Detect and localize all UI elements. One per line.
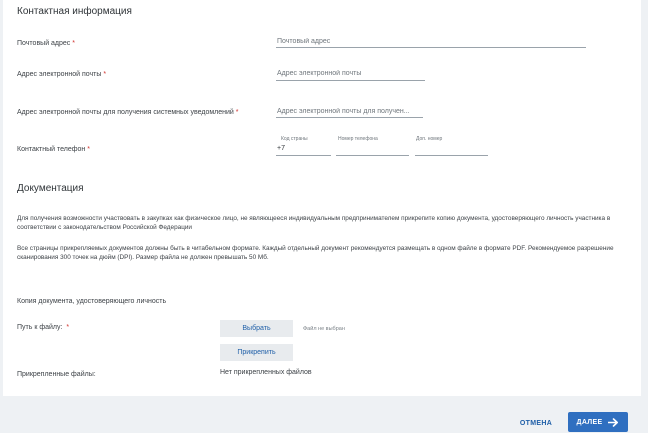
email-input[interactable]: Адрес электронной почты bbox=[277, 70, 362, 77]
docs-paragraph-1: Для получения возможности участвовать в закупках как физическое лицо, не являющееся индивидуальным предпринимателем прикрепите копию документа, удостоверяющего личность участника в соответствии с законодательством Российской Федерации bbox=[17, 215, 611, 231]
country-code-underline bbox=[276, 155, 331, 156]
postal-address-underline bbox=[276, 47, 586, 48]
attached-files-label: Прикрепленные файлы: bbox=[17, 371, 96, 378]
next-button-label: ДАЛЕЕ bbox=[576, 418, 603, 426]
email-underline bbox=[276, 80, 425, 81]
extension-input[interactable] bbox=[415, 144, 487, 154]
required-mark: * bbox=[103, 71, 107, 78]
attach-file-button[interactable]: Прикрепить bbox=[220, 344, 293, 361]
docs-paragraph-2: Все страницы прикрепляемых документов должны быть в читабельном формате. Каждый отдельный документ рекомендуется размещать в одном файле в формате PDF. Рекомендуемое разрешение сканирования 300 точек на дюйм (DPI). Размер файла не должен превышать 50 Мб. bbox=[17, 245, 614, 261]
email-label bbox=[17, 71, 106, 78]
choose-file-button[interactable]: Выбрать bbox=[220, 320, 293, 337]
postal-address-label bbox=[17, 40, 75, 47]
cancel-button[interactable]: ОТМЕНА bbox=[519, 419, 553, 427]
required-mark: * bbox=[66, 324, 70, 331]
phone-label-text: Контактный телефон bbox=[17, 146, 86, 153]
phone-number-label: Номер телефона bbox=[338, 136, 378, 142]
notify-email-label bbox=[17, 109, 239, 116]
next-button[interactable] bbox=[568, 412, 628, 432]
no-file-selected-text: Файл не выбран bbox=[303, 326, 345, 332]
phone-label bbox=[17, 146, 90, 153]
file-path-label-text: Путь к файлу: bbox=[17, 324, 63, 331]
form-card bbox=[3, 0, 641, 396]
no-attached-files-text: Нет прикрепленных файлов bbox=[220, 369, 312, 376]
phone-number-input[interactable] bbox=[337, 144, 409, 154]
docs-section-title: Документация bbox=[17, 183, 84, 194]
required-mark: * bbox=[87, 146, 90, 153]
postal-address-label-text: Почтовый адрес bbox=[17, 40, 71, 47]
notify-email-input[interactable]: Адрес электронной почты для получен... bbox=[277, 108, 410, 115]
country-code-input[interactable]: +7 bbox=[277, 145, 285, 152]
id-copy-title: Копия документа, удостоверяющего личность bbox=[17, 298, 167, 305]
email-label-text: Адрес электронной почты bbox=[17, 71, 102, 78]
arrow-right-icon bbox=[608, 418, 619, 427]
notify-email-label-text: Адрес электронной почты для получения системных уведомлений bbox=[17, 109, 234, 116]
postal-address-input[interactable]: Почтовый адрес bbox=[277, 38, 331, 45]
notify-email-underline bbox=[276, 117, 423, 118]
phone-number-underline bbox=[336, 155, 409, 156]
country-code-label: Код страны bbox=[281, 136, 308, 142]
required-mark: * bbox=[235, 109, 239, 116]
extension-label: Доп. номер bbox=[416, 136, 443, 142]
file-path-label bbox=[17, 324, 69, 331]
extension-underline bbox=[415, 155, 488, 156]
required-mark: * bbox=[72, 40, 75, 47]
contact-section-title: Контактная информация bbox=[17, 6, 132, 17]
